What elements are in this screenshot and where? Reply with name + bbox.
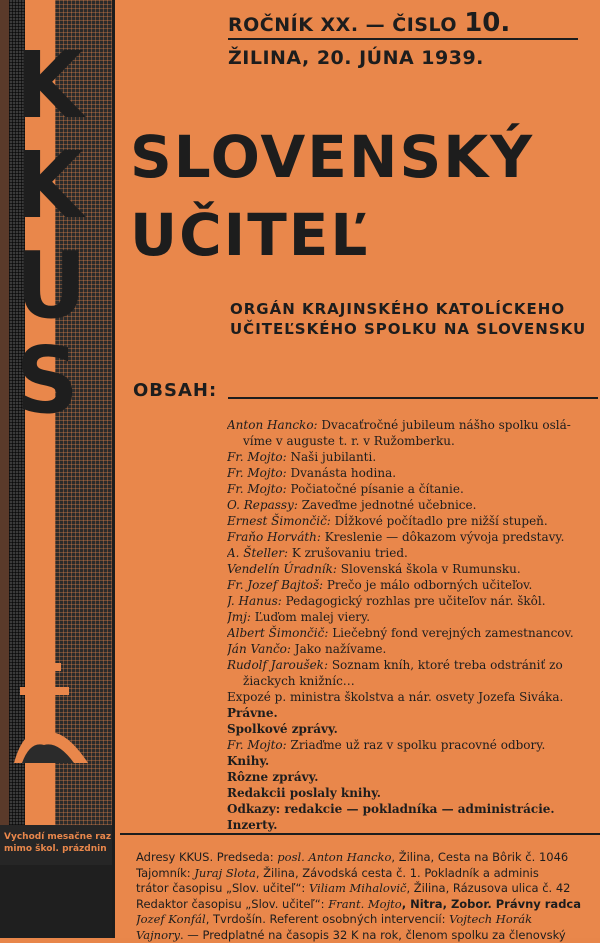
binding-edge <box>0 0 9 938</box>
addresses-footer <box>136 850 600 943</box>
toc-title: Zaveďme jednotné učebnice. <box>302 498 477 512</box>
footer-text: Redaktor časopisu „Slov. učiteľ“: <box>136 897 328 911</box>
toc-author: Albert Šimončič: <box>227 626 328 640</box>
toc-title: Ľuďom malej viery. <box>255 610 370 624</box>
toc-author: Fr. Mojto: <box>227 738 287 752</box>
organ-subtitle-line-2: UČITEĽSKÉHO SPOLKU NA SLOVENSKU <box>230 320 586 338</box>
magazine-title-line-1: SLOVENSKÝ <box>130 128 534 186</box>
toc-title: Zriaďme už raz v spolku pracovné odbory. <box>291 738 546 752</box>
toc-title: Expozé p. ministra školstva a nár. osvety Jozefa Siváka. <box>227 690 563 704</box>
toc-entry <box>227 689 599 705</box>
toc-title: Inzerty. <box>227 818 277 832</box>
footer-name: Frant. Mojto <box>328 897 401 911</box>
toc-title: Dvacaťročné jubileum nášho spolku oslá- <box>321 418 570 432</box>
header-rule <box>228 38 578 40</box>
sidebar-letter-k1: K <box>16 40 77 132</box>
toc-entry <box>227 449 599 465</box>
toc-entry <box>227 417 599 433</box>
toc-entry <box>227 785 599 801</box>
volume-label: ROČNÍK XX. — ČISLO <box>228 14 457 36</box>
toc-title: žiackych knižníc… <box>243 674 355 688</box>
toc-title: Právne. <box>227 706 278 720</box>
volume-issue-line <box>228 8 510 38</box>
toc-title: víme v auguste t. r. v Ružomberku. <box>243 434 455 448</box>
toc-entry <box>227 817 599 833</box>
toc-entry <box>227 737 599 753</box>
sidebar-divider <box>112 0 115 938</box>
contents-rule <box>228 397 598 399</box>
toc-entry <box>227 481 599 497</box>
toc-title: Kreslenie — dôkazom vývoja predstavy. <box>325 530 565 544</box>
toc-entry <box>227 433 599 449</box>
toc-author: Ernest Šimončič: <box>227 514 331 528</box>
footer-line-5 <box>136 912 600 928</box>
footer-name: Vojtech Horák <box>449 912 532 926</box>
toc-title: K zrušovaniu tried. <box>292 546 408 560</box>
double-cross-emblem-icon <box>14 645 94 765</box>
sidebar-letter-k2: K <box>16 140 77 232</box>
toc-entry <box>227 545 599 561</box>
footer-line-3 <box>136 881 600 897</box>
publication-frequency-note <box>0 825 112 865</box>
footer-text: trátor časopisu „Slov. učiteľ“: <box>136 881 309 895</box>
toc-entry <box>227 529 599 545</box>
toc-entry <box>227 497 599 513</box>
toc-author: Rudolf Jaroušek: <box>227 658 328 672</box>
toc-author: Vendelín Úradník: <box>227 562 337 576</box>
toc-title: Prečo je málo odborných učiteľov. <box>327 578 532 592</box>
toc-title: Redakcii poslaly knihy. <box>227 786 381 800</box>
sidebar-bottom-block <box>0 865 112 938</box>
issue-number: 10. <box>464 8 510 38</box>
toc-title: Soznam kníh, ktoré treba odstrániť zo <box>332 658 563 672</box>
toc-title: Slovenská škola v Rumunsku. <box>341 562 521 576</box>
footer-text: , Žilina, Závodská cesta č. 1. Pokladník a adminis <box>256 866 539 880</box>
toc-author: Ján Vančo: <box>227 642 291 656</box>
toc-author: Fr. Mojto: <box>227 450 287 464</box>
footer-line-1 <box>136 850 600 866</box>
footer-line-2 <box>136 866 600 882</box>
toc-entry <box>227 625 599 641</box>
toc-title: Dĺžkové počítadlo pre nižší stupeň. <box>335 514 548 528</box>
toc-author: Jmj: <box>227 610 251 624</box>
footer-line-4 <box>136 897 600 913</box>
toc-entry <box>227 513 599 529</box>
contents-label: OBSAH: <box>133 380 217 401</box>
toc-title: Knihy. <box>227 754 269 768</box>
toc-author: O. Repassy: <box>227 498 298 512</box>
toc-author: J. Hanus: <box>227 594 282 608</box>
footer-text: Tajomník: <box>136 866 194 880</box>
toc-entry <box>227 769 599 785</box>
footer-text: . — Predplatné na časopis 32 K na rok, členom spolku za členovský <box>180 928 566 942</box>
toc-title: Počiatočné písanie a čítanie. <box>291 482 464 496</box>
footer-text: , Tvrdošín. Referent osobných intervencií: <box>206 912 449 926</box>
toc-title: Jako nažívame. <box>295 642 387 656</box>
sidebar-letter-s: S <box>16 335 77 427</box>
footer-text: , Nitra, Zobor. Právny radca <box>402 897 581 911</box>
toc-title: Dvanásta hodina. <box>291 466 397 480</box>
toc-author: A. Šteller: <box>227 546 288 560</box>
toc-entry <box>227 465 599 481</box>
footer-name: Vajnory <box>136 928 180 942</box>
toc-entry <box>227 609 599 625</box>
toc-author: Anton Hancko: <box>227 418 318 432</box>
toc-entry <box>227 641 599 657</box>
toc-entry <box>227 593 599 609</box>
sidebar-letter-u: U <box>16 240 77 332</box>
toc-entry <box>227 561 599 577</box>
toc-entry <box>227 753 599 769</box>
frequency-line-2: mimo škol. prázdnin <box>4 843 112 855</box>
toc-entry <box>227 801 599 817</box>
footer-text: , Žilina, Rázusova ulica č. 42 <box>406 881 570 895</box>
magazine-title-line-2: UČITEĽ <box>130 206 369 264</box>
footer-name: posl. Anton Hancko <box>277 850 391 864</box>
footer-line-6 <box>136 928 600 943</box>
footer-text: , Žilina, Cesta na Bôrik č. 1046 <box>391 850 568 864</box>
organ-subtitle-line-1: ORGÁN KRAJINSKÉHO KATOLÍCKEHO <box>230 300 565 318</box>
toc-title: Spolkové zprávy. <box>227 722 338 736</box>
place-date: ŽILINA, 20. JÚNA 1939. <box>228 47 484 69</box>
toc-entry <box>227 721 599 737</box>
toc-entry <box>227 657 599 673</box>
footer-name: Juraj Slota <box>194 866 256 880</box>
toc-entry <box>227 673 599 689</box>
toc-title: Rôzne zprávy. <box>227 770 318 784</box>
footer-text: Adresy KKUS. Predseda: <box>136 850 277 864</box>
toc-title: Pedagogický rozhlas pre učiteľov nár. škôl. <box>286 594 546 608</box>
toc-author: Fr. Mojto: <box>227 482 287 496</box>
toc-title: Liečebný fond verejných zamestnancov. <box>332 626 574 640</box>
toc-title: Odkazy: redakcie — pokladníka — administrácie. <box>227 802 555 816</box>
toc-entry <box>227 577 599 593</box>
toc-author: Fr. Jozef Bajtoš: <box>227 578 323 592</box>
table-of-contents <box>227 417 599 833</box>
footer-rule <box>120 833 600 835</box>
footer-name: Jozef Konfál <box>136 912 206 926</box>
footer-name: Viliam Mihalovič <box>309 881 407 895</box>
toc-author: Fr. Mojto: <box>227 466 287 480</box>
frequency-line-1: Vychodí mesačne raz <box>4 831 112 843</box>
toc-title: Naši jubilanti. <box>291 450 377 464</box>
toc-entry <box>227 705 599 721</box>
toc-author: Fraňo Horváth: <box>227 530 321 544</box>
